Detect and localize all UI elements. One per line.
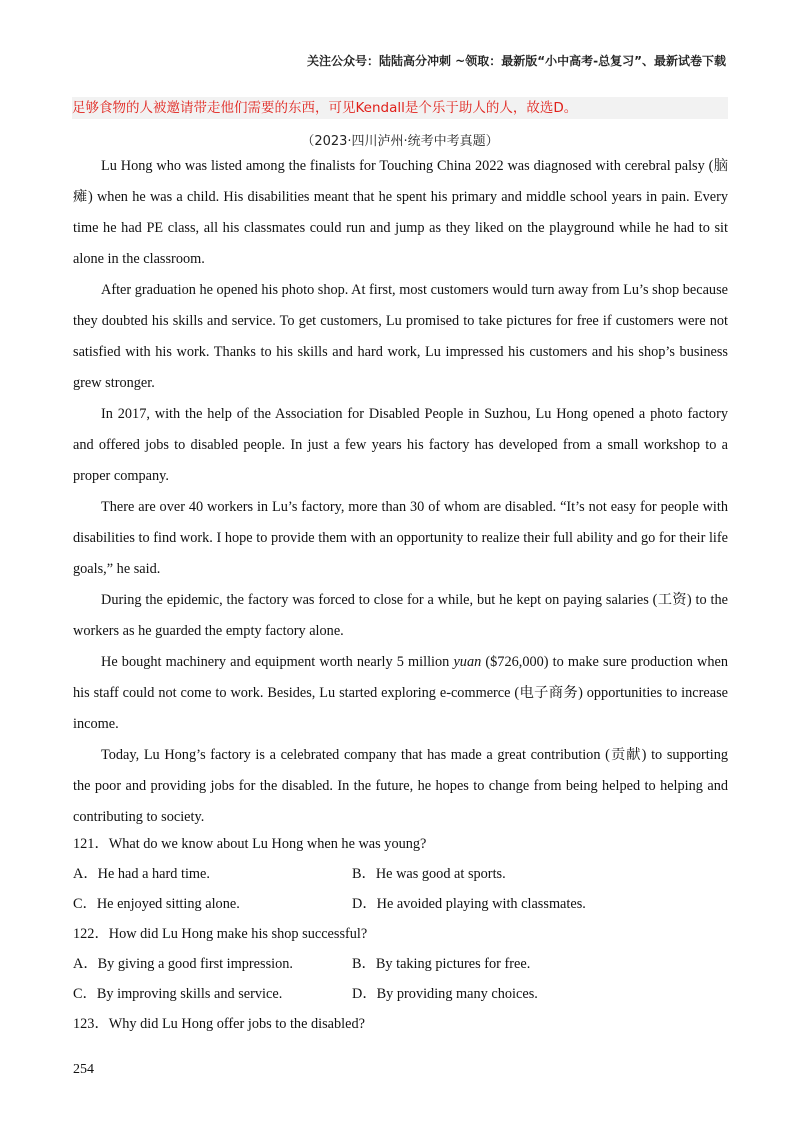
passage-paragraph-7: Today, Lu Hong’s factory is a celebrated company that has made a great contribution (贡献) to supporting the poor and providing jobs for the disabled. In the future, he hopes to change from being helped to helping and contributing to society. — [73, 747, 728, 825]
yuan-italic: yuan — [453, 654, 482, 670]
question-121-options-row-2 — [73, 889, 728, 919]
previous-answer-explanation: 足够食物的人被邀请带走他们需要的东西，可见Kendall是个乐于助人的人，故选D。 — [72, 97, 728, 119]
passage-paragraph-1: Lu Hong who was listed among the finalists for Touching China 2022 was diagnosed with cerebral palsy (脑瘫) when he was a child. His disabilities meant that he spent his primary and middle school years in pain. Every time he had PE class, all his classmates could run and jump as they liked on the playground while he had to sit alone in the classroom. — [73, 158, 728, 267]
passage-paragraph-6 — [73, 647, 728, 740]
question-122-options-row-2 — [73, 979, 728, 1009]
question-121-option-b: B．He was good at sports. — [352, 866, 506, 882]
question-122-option-c: C．By improving skills and service. — [73, 986, 283, 1002]
passage-paragraph-5: During the epidemic, the factory was forced to close for a while, but he kept on paying salaries (工资) to the workers as he guarded the empty factory alone. — [73, 592, 728, 639]
question-122-option-d: D．By providing many choices. — [352, 986, 538, 1002]
question-122-options-row-1 — [73, 949, 728, 979]
paragraph-6-text-a: He bought machinery and equipment worth nearly 5 million — [101, 654, 454, 670]
question-123-stem: 123．Why did Lu Hong offer jobs to the disabled? — [73, 1016, 365, 1032]
page-number: 254 — [73, 1062, 94, 1077]
question-122-option-b: B．By taking pictures for free. — [352, 956, 531, 972]
question-121-option-a: A．He had a hard time. — [73, 866, 210, 882]
header-promo-text: 关注公众号：陆陆高分冲刺 ~领取：最新版“小中高考-总复习”、最新试卷下载 — [307, 54, 726, 68]
question-list — [73, 829, 728, 1039]
question-121-option-d: D．He avoided playing with classmates. — [352, 896, 586, 912]
passage-paragraph-2: After graduation he opened his photo shop. At first, most customers would turn away from Lu’s shop because they doubted his skills and service. To get customers, Lu promised to take pictures for free if customers were not satisfied with his work. Thanks to his skills and hard work, Lu impressed his customers and his shop’s business grew stronger. — [73, 282, 728, 391]
page-header — [307, 52, 726, 69]
question-121-option-c: C．He enjoyed sitting alone. — [73, 896, 240, 912]
question-source: （2023·四川泸州·统考中考真题） — [301, 134, 499, 149]
question-121-options-row-1 — [73, 859, 728, 889]
question-122-stem: 122．How did Lu Hong make his shop successful? — [73, 926, 368, 942]
passage-paragraph-3: In 2017, with the help of the Association for Disabled People in Suzhou, Lu Hong opened a photo factory and offered jobs to disabled people. In just a few years his factory has developed from a small workshop to a proper company. — [73, 406, 728, 484]
paragraph-6-text-b: ($726,000) to make sure production when his staff could not come to work. Besides, Lu started exploring e-commerce (电子商务) opportunities to increase income. — [73, 654, 728, 732]
passage-paragraph-4: There are over 40 workers in Lu’s factory, more than 30 of whom are disabled. “It’s not easy for people with disabilities to find work. I hope to provide them with an opportunity to realize their full ability and go for their life goals,” he said. — [73, 499, 728, 577]
reading-passage — [73, 151, 728, 833]
question-122-option-a: A．By giving a good first impression. — [73, 956, 294, 972]
question-121-stem: 121．What do we know about Lu Hong when he was young? — [73, 836, 427, 852]
